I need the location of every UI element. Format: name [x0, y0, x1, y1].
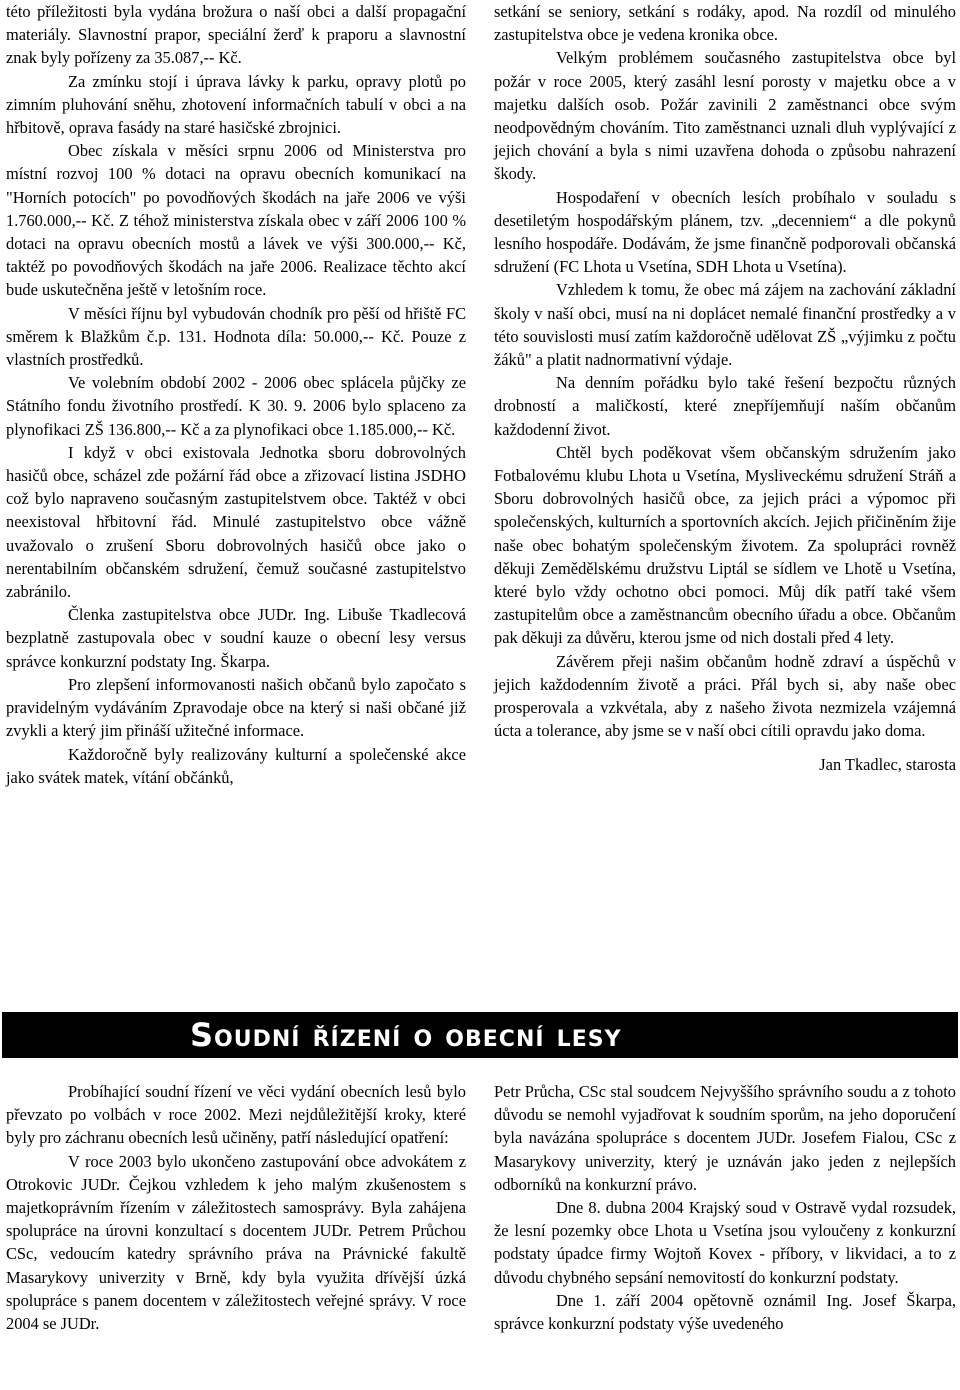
article-column-top-right [494, 0, 956, 776]
signature: Jan Tkadlec, starosta [819, 754, 956, 774]
paragraph: Vzhledem k tomu, že obec má zájem na zachování základní školy v naší obci, musí na ni doplácet nemalé finanční prostředky a v této souvislosti musí zatím každoročně udělovat ZŠ „výjimku z počtu žáků" a platit nadnormativní výdaje. [494, 280, 956, 370]
paragraph: Chtěl bych poděkovat všem občanským sdružením jako Fotbalovému klubu Lhota u Vsetína, Mysliveckému sdružení Stráň a Sboru dobrovolných hasičů obce, za jejich práci a výpomoc při společenských, kulturních a sportovních akcích. Jejich přičiněním žije naše obec bohatým společenským životem. Za spolupráci rovněž děkuji Zemědělskému družstvu Liptál se sídlem ve Lhotě u Vsetína, které bylo vždy ochotno obci pomoci. Můj dík patří také všem zastupitelům obce a zaměstnancům obecního úřadu a obce. Občanům pak děkuji za důvěru, kterou jsme od nich dostali před 4 lety. [494, 442, 956, 648]
paragraph: Každoročně byly realizovány kulturní a společenské akce jako svátek matek, vítání občánků, [6, 744, 466, 787]
section-banner [2, 1012, 958, 1058]
paragraph: Dne 8. dubna 2004 Krajský soud v Ostravě vydal rozsudek, že lesní pozemky obce Lhota u Vsetína jsou vyloučeny z konkurzní podstaty úpadce firmy Wojtoň Kovex - příbory, v likvidaci, a to z důvodu chybného sepsání nemovitostí do konkurzní podstaty. [494, 1198, 956, 1287]
paragraph: Členka zastupitelstva obce JUDr. Ing. Libuše Tkadlecová bezplatně zastupovala obec v soudní kauze o obecní lesy versus správce konkurzní podstaty Ing. Škarpa. [6, 605, 466, 671]
paragraph: Závěrem přeji našim občanům hodně zdraví a úspěchů v jejich každodenním životě a práci. Přál bych si, aby naše obec prosperovala a vzkvétala, aby z našeho života nezmizela vzájemná úcta a tolerance, aby jsme se v naší obci cítili opravdu jako doma. [494, 651, 956, 741]
paragraph: Na denním pořádku bylo také řešení bezpočtu různých drobností a maličkostí, které znepříjemňují naším občanům každodenní život. [494, 373, 956, 439]
article-paragraphs [494, 0, 956, 743]
paragraph: setkání se seniory, setkání s rodáky, apod. Na rozdíl od minulého zastupitelstva obce je vedena kronika obce. [494, 2, 956, 45]
paragraph: V roce 2003 bylo ukončeno zastupování obce advokátem z Otrokovic JUDr. Čejkou vzhledem k jeho malým zkušenostem s majetkoprávním řízením v záležitostech samosprávy. Byla zahájena spolupráce na úrovni konzultací s docentem JUDr. Petrem Průchou CSc, vedoucím katedry správního práva na Právnické fakultě Masarykovy univerzity v Brně, kdy byla využita dřívější úzká spolupráce s panem docentem v záležitostech veřejné správy. V roce 2004 se JUDr. [6, 1151, 466, 1334]
section-title: Soudní řízení o obecní lesy [190, 1016, 622, 1054]
paragraph: Velkým problémem současného zastupitelstva obce byl požár v roce 2005, který zasáhl lesní porosty v majetku obce a v majetku dalších osob. Požár zavinili 2 zaměstnanci obce svým neodpovědným chováním. Tito zaměstnanci uznali dluh vyplývající z jejich chování a byla s nimi uzavřena dohoda o způsobu nahrazení škody. [494, 48, 956, 184]
paragraph: Probíhající soudní řízení ve věci vydání obecních lesů bylo převzato po volbách v roce 2002. Mezi nejdůležitější kroky, které byly pro záchranu obecních lesů učiněny, patří následující opatření: [6, 1082, 466, 1148]
paragraph: V měsíci říjnu byl vybudován chodník pro pěší od hřiště FC směrem k Blažkům č.p. 131. Hodnota díla: 50.000,-- Kč. Pouze z vlastních prostředků. [6, 303, 466, 370]
paragraph: Obec získala v měsíci srpnu 2006 od Ministerstva pro místní rozvoj 100 % dotaci na opravu obecních komunikací na "Horních potocích" po povodňových škodách na jaře 2006 ve výši 1.760.000,-- Kč. Z téhož ministerstva získala obec v září 2006 100 % dotaci na opravu obecních mostů a lávek ve výši 300.000,-- Kč, taktéž po povodňových škodách na jaře 2006. Realizace těchto akcí bude uskutečněna ještě v letošním roce. [6, 141, 466, 300]
article-column-bottom-left [6, 1080, 466, 1335]
paragraph: Pro zlepšení informovanosti našich občanů bylo započato s pravidelným vydáváním Zpravodaje obce na který si naši občané již zvykli a který jim přináší užitečné informace. [6, 674, 466, 741]
paragraph: Za zmínku stojí i úprava lávky k parku, opravy plotů po zimním pluhování sněhu, zhotovení informačních tabulí v obci a na hřbitově, oprava fasády na staré hasičské zbrojnici. [6, 71, 466, 138]
article-column-top-left [6, 0, 466, 789]
article-column-bottom-right [494, 1080, 956, 1335]
paragraph: Ve volebním období 2002 - 2006 obec splácela půjčky ze Státního fondu životního prostředí. K 30. 9. 2006 bylo splaceno za plynofikaci ZŠ 136.800,-- Kč a za plynofikaci obce 1.185.000,-- Kč. [6, 373, 466, 439]
paragraph: této příležitosti byla vydána brožura o naší obci a další propagační materiály. Slavnostní prapor, speciální žerď k praporu a slavnostní znak byly pořízeny za 35.087,-- Kč. [6, 2, 466, 68]
paragraph: I když v obci existovala Jednotka sboru dobrovolných hasičů obce, scházel zde požární řád obce a zřizovací listina JSDHO což bylo napraveno současným zastupitelstvem obce. Taktéž v obci neexistoval hřbitovní řád. Minulé zastupitelstvo obce vážně uvažovalo o zrušení Sboru dobrovolných hasičů obce jako o nerentabilním občanském sdružení, čemuž současné zastupitelstvo zabránilo. [6, 442, 466, 602]
paragraph: Hospodaření v obecních lesích probíhalo v souladu s desetiletým hospodářským plánem, tzv. „decenniem“ a dle pokynů lesního hospodáře. Dodávám, že jsme finančně podporovali občanská sdružení (FC Lhota u Vsetína, SDH Lhota u Vsetína). [494, 187, 956, 277]
paragraph: Petr Průcha, CSc stal soudcem Nejvyššího správního soudu a z tohoto důvodu se nemohl vyjadřovat k soudním sporům, na jeho doporučení byla navázána spolupráce s docentem JUDr. Josefem Fialou, CSc z Masarykovy univerzity, který je uznáván jako jeden z nejlepších odborníků na konkurzní právo. [494, 1082, 956, 1194]
paragraph: Dne 1. září 2004 opětovně oznámil Ing. Josef Škarpa, správce konkurzní podstaty výše uvedeného [494, 1290, 956, 1334]
